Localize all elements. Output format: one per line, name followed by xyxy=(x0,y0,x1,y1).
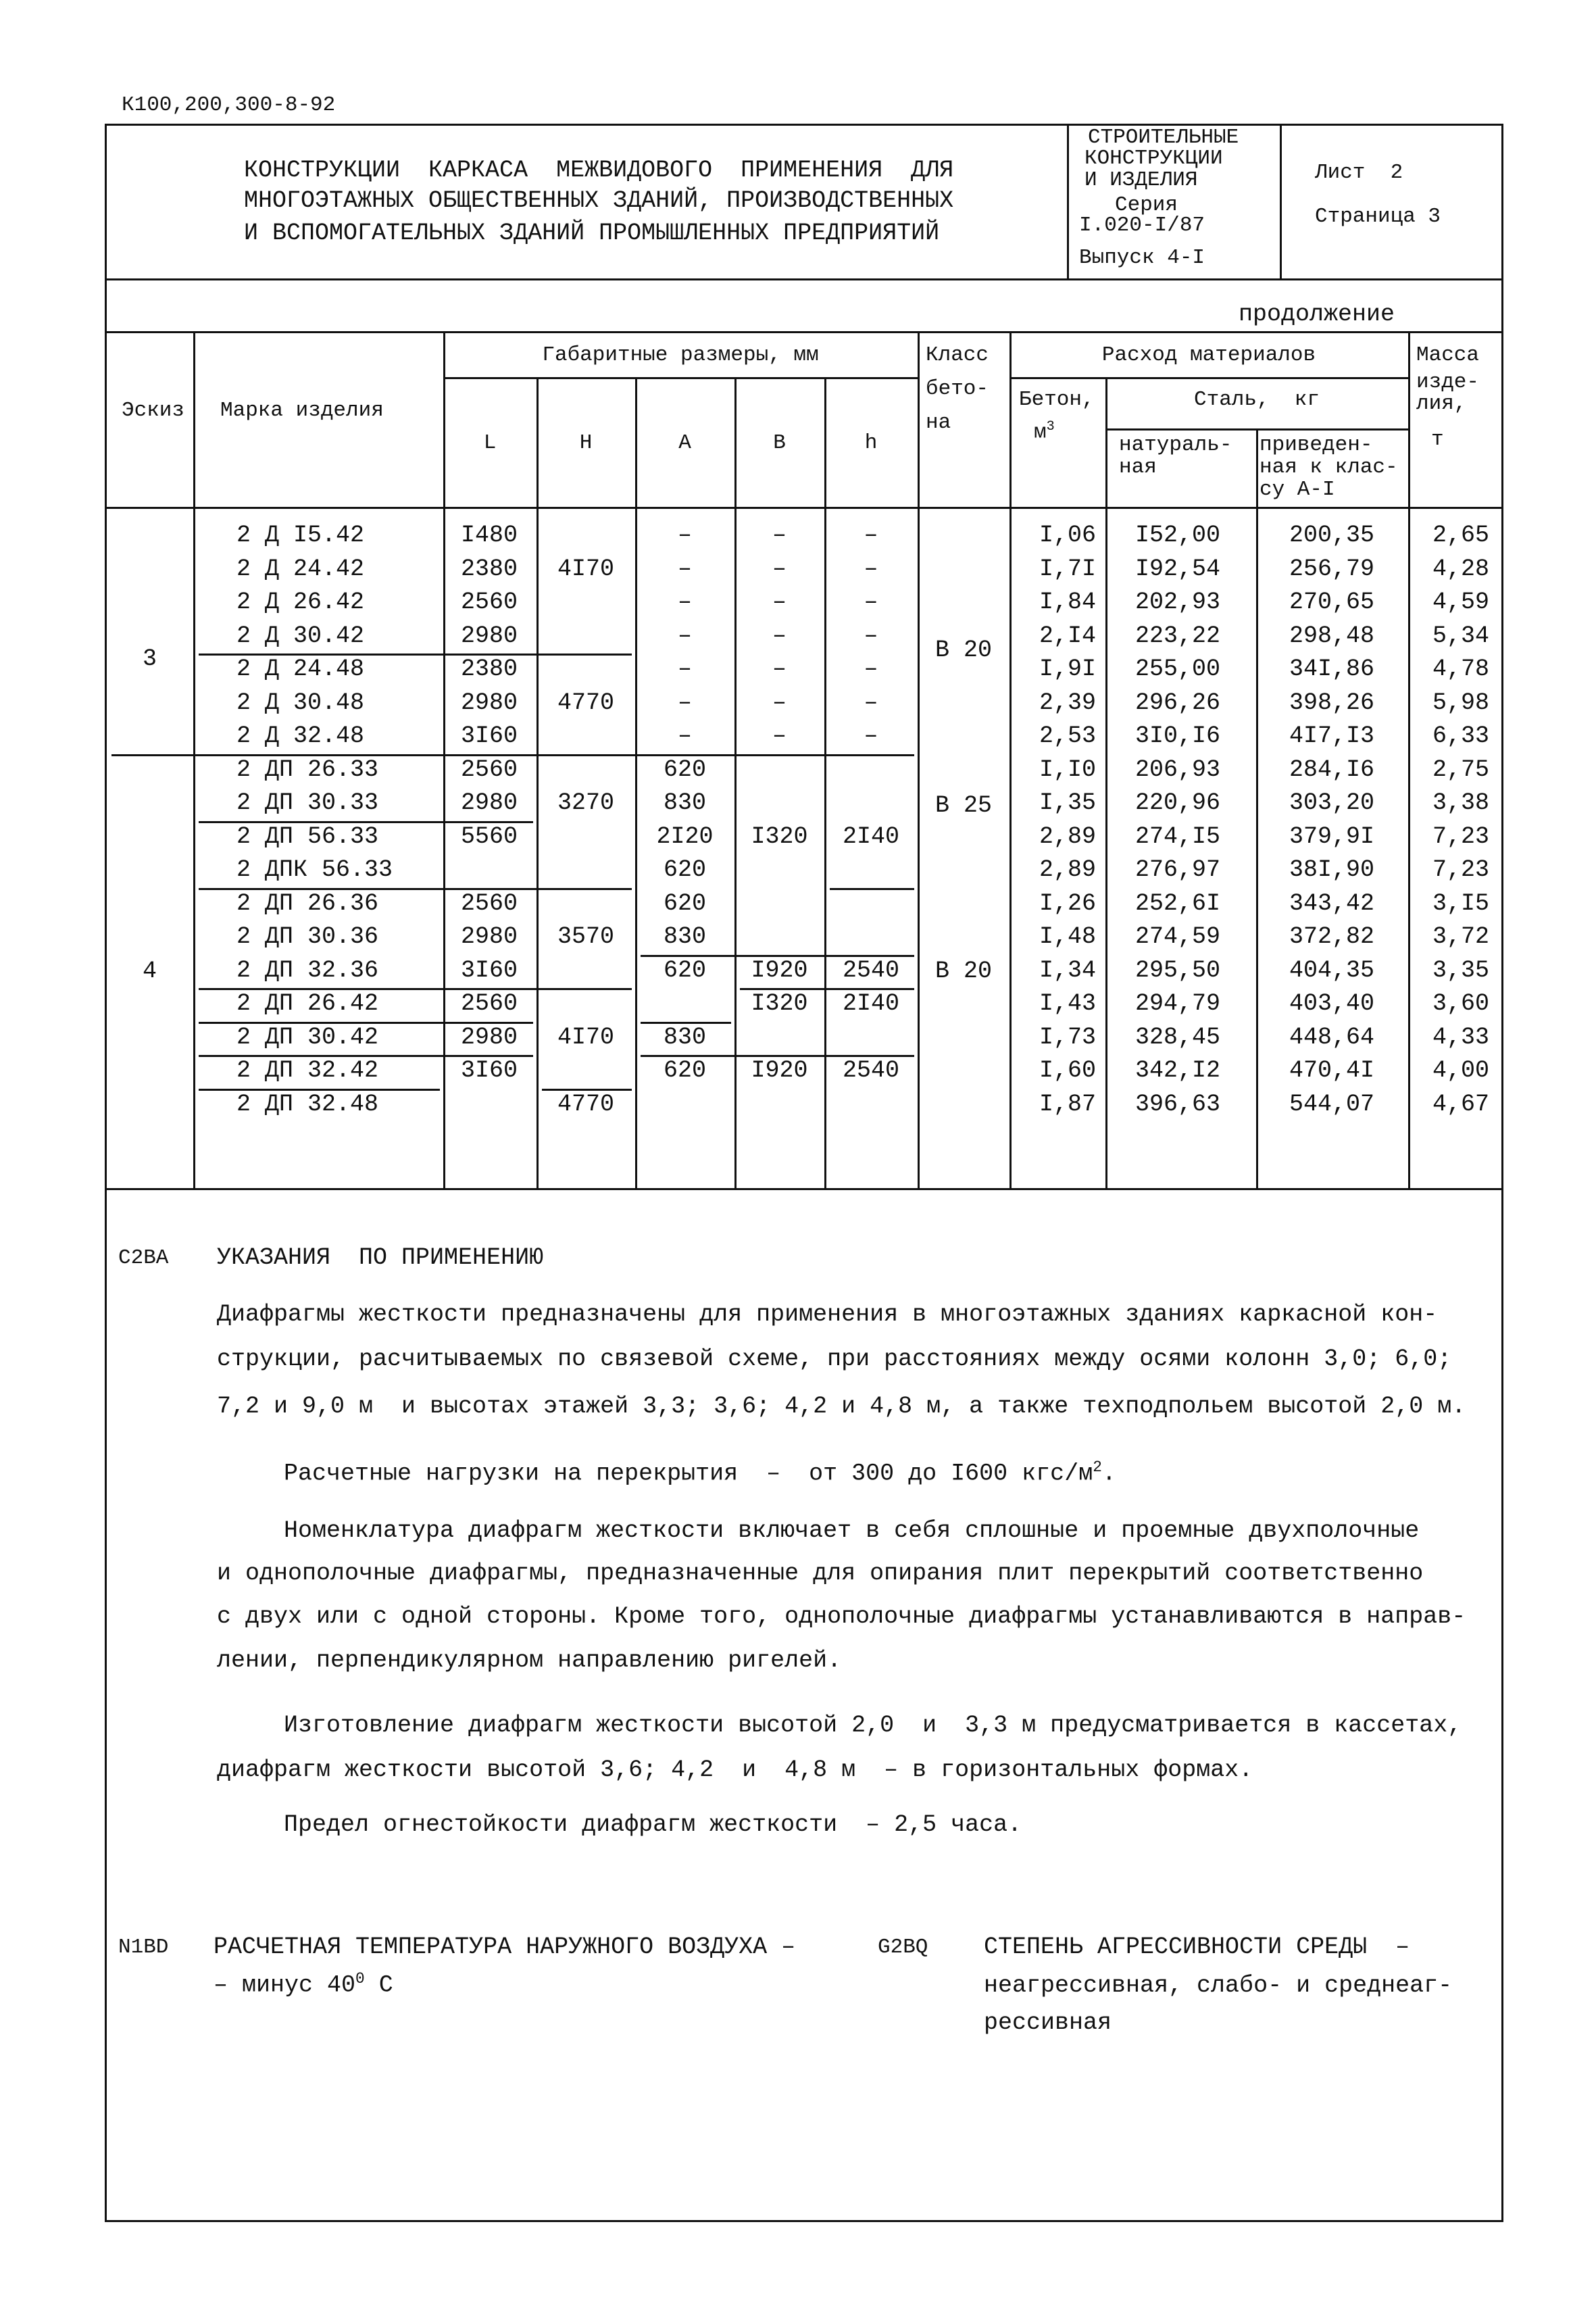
cell-B: – xyxy=(772,522,787,549)
cell-H: 4I70 xyxy=(557,1023,614,1051)
cell-A: – xyxy=(677,689,692,716)
cell-h: 2540 xyxy=(842,1057,899,1084)
paragraph-line: струкции, расчитываемых по связевой схеме, при расстояниях между осями колонн 3,0; 6,0; xyxy=(217,1346,1452,1373)
grid-line xyxy=(537,377,539,1189)
paragraph-line: Номенклатура диафрагм жесткости включает в себя сплошные и проемные двухполочные xyxy=(284,1517,1420,1544)
cell-L: 2380 xyxy=(461,656,518,683)
grid-line xyxy=(1105,377,1107,1189)
cell-mark: 2 ДП 56.33 xyxy=(236,822,379,850)
temperature-line: РАСЧЕТНАЯ ТЕМПЕРАТУРА НАРУЖНОГО ВОЗДУХА – xyxy=(214,1934,796,1961)
cell-mass: 3,I5 xyxy=(1432,889,1489,917)
cell-concrete: 2,89 xyxy=(1039,822,1096,850)
sketch-number: 4 xyxy=(142,958,157,985)
frame-top xyxy=(105,124,1503,126)
header-steel-reduced: ная к клас- xyxy=(1260,456,1398,479)
cell-L: 5560 xyxy=(461,822,518,850)
grid-line xyxy=(641,955,914,957)
cell-steel-nat: I92,54 xyxy=(1134,555,1220,583)
header-h: h xyxy=(864,431,878,455)
cell-steel-nat: 342,I2 xyxy=(1134,1057,1220,1084)
header-B: B xyxy=(773,431,786,455)
cell-h: 2540 xyxy=(842,956,899,984)
cell-steel-red: 200,35 xyxy=(1289,522,1374,549)
cell-mass: 7,23 xyxy=(1432,856,1489,883)
cell-steel-nat: 295,50 xyxy=(1134,956,1220,984)
continuation-label: продолжение xyxy=(1239,301,1395,328)
cell-concrete: I,26 xyxy=(1039,889,1096,917)
cell-L: 2980 xyxy=(461,1023,518,1051)
loads-text: Расчетные нагрузки на перекрытия – от 300 до I600 кгс/м xyxy=(284,1460,1093,1487)
grid-line xyxy=(740,988,914,990)
table-bottom xyxy=(105,1188,1503,1190)
header-materials: Расход материалов xyxy=(1101,343,1316,367)
cell-steel-red: 303,20 xyxy=(1289,789,1374,816)
cell-mass: 2,65 xyxy=(1432,522,1489,549)
cell-A: – xyxy=(677,722,692,749)
cell-concrete: I,43 xyxy=(1039,990,1096,1017)
grid-line xyxy=(443,377,920,379)
cell-steel-red: 379,9I xyxy=(1289,822,1374,850)
cell-L: 2980 xyxy=(461,689,518,716)
concrete-class: В 20 xyxy=(934,637,992,664)
paragraph-line: лении, перпендикулярном направлению ригелей. xyxy=(217,1647,842,1674)
cell-mark: 2 Д 26.42 xyxy=(236,589,365,616)
cell-H: 3570 xyxy=(557,923,614,950)
cell-steel-nat: 252,6I xyxy=(1134,889,1220,917)
cell-steel-red: 448,64 xyxy=(1289,1023,1374,1051)
cell-concrete: 2,39 xyxy=(1039,689,1096,716)
cell-mark: 2 Д I5.42 xyxy=(236,522,365,549)
cell-concrete: I,7I xyxy=(1039,555,1096,583)
cell-steel-red: 403,40 xyxy=(1289,990,1374,1017)
cell-L: 2560 xyxy=(461,990,518,1017)
frame-left xyxy=(105,124,107,2222)
grid-line xyxy=(830,888,914,890)
cell-L: 2560 xyxy=(461,756,518,783)
concrete-class: В 25 xyxy=(934,792,992,819)
cell-steel-nat: 206,93 xyxy=(1134,756,1220,783)
concrete-class: В 20 xyxy=(934,958,992,985)
grid-line xyxy=(199,1022,533,1024)
cell-H: 4770 xyxy=(557,1090,614,1118)
cell-mass: 3,72 xyxy=(1432,923,1489,950)
cell-steel-red: 270,65 xyxy=(1289,589,1374,616)
cell-B: I920 xyxy=(751,956,808,984)
sketch-number: 3 xyxy=(142,645,157,672)
grid-line xyxy=(1256,428,1258,1189)
grid-line xyxy=(199,821,533,823)
cell-mass: 3,35 xyxy=(1432,956,1489,984)
frame-right xyxy=(1501,124,1503,2222)
cell-L: 2560 xyxy=(461,589,518,616)
cell-concrete: I,35 xyxy=(1039,789,1096,816)
grid-line xyxy=(199,888,632,890)
cell-A: – xyxy=(677,656,692,683)
grid-line xyxy=(641,1022,731,1024)
cell-mass: 3,38 xyxy=(1432,789,1489,816)
cell-steel-red: 256,79 xyxy=(1289,555,1374,583)
grid-line xyxy=(635,377,637,1189)
loads-end: . xyxy=(1101,1460,1116,1487)
header-dimensions: Габаритные размеры, мм xyxy=(542,343,819,367)
cell-mark: 2 Д 24.48 xyxy=(236,656,365,683)
cell-steel-red: 284,I6 xyxy=(1289,756,1374,783)
grid-line xyxy=(542,1089,632,1091)
cell-mass: 3,60 xyxy=(1432,990,1489,1017)
header-steel: Сталь, кг xyxy=(1193,388,1320,412)
cell-mass: 5,98 xyxy=(1432,689,1489,716)
cell-steel-nat: 276,97 xyxy=(1134,856,1220,883)
temperature-value xyxy=(214,1971,393,1998)
cell-A: – xyxy=(677,622,692,649)
cell-steel-nat: 294,79 xyxy=(1134,990,1220,1017)
header-divider-1 xyxy=(1067,124,1069,279)
title-line: КОНСТРУКЦИИ КАРКАСА МЕЖВИДОВОГО ПРИМЕНЕНИЯ ДЛЯ xyxy=(244,157,954,184)
cell-A: 620 xyxy=(663,756,706,783)
header-mass: т xyxy=(1431,428,1444,451)
title-line: МНОГОЭТАЖНЫХ ОБЩЕСТВЕННЫХ ЗДАНИЙ, ПРОИЗВОДСТВЕННЫХ xyxy=(244,187,954,214)
cell-steel-red: 38I,90 xyxy=(1289,856,1374,883)
cell-A: 620 xyxy=(663,856,706,883)
issue-number: Выпуск 4-I xyxy=(1079,246,1205,270)
cell-mass: 4,28 xyxy=(1432,555,1489,583)
paragraph-line: Диафрагмы жесткости предназначены для применения в многоэтажных зданиях каркасной кон- xyxy=(217,1301,1438,1328)
header-mass: Масса xyxy=(1416,343,1480,367)
series-line: И ИЗДЕЛИЯ xyxy=(1084,168,1198,192)
cell-steel-red: 398,26 xyxy=(1289,689,1374,716)
cell-mark: 2 Д 32.48 xyxy=(236,722,365,749)
cell-B: – xyxy=(772,555,787,583)
cell-steel-nat: 220,96 xyxy=(1134,789,1220,816)
section-code: N1BD xyxy=(118,1936,169,1959)
table-top xyxy=(105,331,1503,333)
cell-steel-nat: 3I0,I6 xyxy=(1134,722,1220,749)
cell-mass: 4,59 xyxy=(1432,589,1489,616)
cell-A: – xyxy=(677,589,692,616)
cell-steel-nat: 396,63 xyxy=(1134,1090,1220,1118)
header-steel-reduced: су А-I xyxy=(1260,478,1335,501)
cell-steel-nat: 296,26 xyxy=(1134,689,1220,716)
header-mass: лия, xyxy=(1416,392,1467,416)
cell-A: 620 xyxy=(663,956,706,984)
header-steel-natural: ная xyxy=(1119,456,1157,479)
header-bottom xyxy=(105,278,1503,280)
degree-sup: 0 xyxy=(355,1970,365,1988)
temp-text: – минус 40 xyxy=(214,1971,356,1999)
series-number: I.020-I/87 xyxy=(1079,214,1205,237)
cell-mark: 2 Д 24.42 xyxy=(236,555,365,583)
cell-B: – xyxy=(772,656,787,683)
cell-h: – xyxy=(864,555,878,583)
cell-L: 2980 xyxy=(461,923,518,950)
section-code: С2ВА xyxy=(118,1246,169,1270)
cell-steel-nat: 223,22 xyxy=(1134,622,1220,649)
cell-steel-red: 544,07 xyxy=(1289,1090,1374,1118)
cell-concrete: I,60 xyxy=(1039,1057,1096,1084)
cell-concrete: 2,53 xyxy=(1039,722,1096,749)
aggressiveness-line: неагрессивная, слабо- и среднеаг- xyxy=(984,1972,1453,1999)
cell-steel-nat: 328,45 xyxy=(1134,1023,1220,1051)
cell-mark: 2 ДП 32.48 xyxy=(236,1090,379,1118)
cell-mark: 2 ДПК 56.33 xyxy=(236,856,393,883)
header-H: H xyxy=(579,431,593,455)
cell-mark: 2 ДП 32.36 xyxy=(236,956,379,984)
cell-A: – xyxy=(677,522,692,549)
header-steel-reduced: приведен- xyxy=(1260,433,1373,457)
paragraph-line: 7,2 и 9,0 м и высотах этажей 3,3; 3,6; 4,2 и 4,8 м, а также техподпольем высотой 2,0 м. xyxy=(217,1393,1466,1420)
cell-B: – xyxy=(772,622,787,649)
cell-mass: 7,23 xyxy=(1432,822,1489,850)
cell-mark: 2 ДП 32.42 xyxy=(236,1057,379,1084)
cell-mass: 5,34 xyxy=(1432,622,1489,649)
cell-mark: 2 ДП 30.36 xyxy=(236,923,379,950)
cell-concrete: 2,89 xyxy=(1039,856,1096,883)
grid-line xyxy=(1009,331,1012,1189)
cell-h: – xyxy=(864,589,878,616)
cell-mass: 6,33 xyxy=(1432,722,1489,749)
cell-h: – xyxy=(864,622,878,649)
cell-steel-red: 4I7,I3 xyxy=(1289,722,1374,749)
cell-A: 830 xyxy=(663,1023,706,1051)
header-sketch: Эскиз xyxy=(122,399,185,422)
cell-mark: 2 Д 30.42 xyxy=(236,622,365,649)
cell-mass: 4,00 xyxy=(1432,1057,1489,1084)
grid-line xyxy=(734,377,737,1189)
cell-concrete: 2,I4 xyxy=(1039,622,1096,649)
cell-concrete: I,34 xyxy=(1039,956,1096,984)
cell-A: 830 xyxy=(663,923,706,950)
document-code: К100,200,300-8-92 xyxy=(122,93,336,117)
paragraph-line: Предел огнестойкости диафрагм жесткости – 2,5 часа. xyxy=(284,1811,1022,1838)
cell-L: 2560 xyxy=(461,889,518,917)
grid-line xyxy=(918,331,920,1189)
table-header-bottom xyxy=(105,507,1503,509)
sheet-number: Лист 2 xyxy=(1315,161,1403,184)
cell-steel-nat: I52,00 xyxy=(1134,522,1220,549)
cell-concrete: I,73 xyxy=(1039,1023,1096,1051)
paragraph-line xyxy=(284,1460,1116,1486)
grid-line xyxy=(199,988,632,990)
header-concrete-unit xyxy=(1034,420,1055,443)
cell-concrete: I,9I xyxy=(1039,656,1096,683)
cell-B: I920 xyxy=(751,1057,808,1084)
cell-h: – xyxy=(864,689,878,716)
header-steel-natural: натураль- xyxy=(1119,433,1232,457)
series-line: Серия xyxy=(1115,193,1178,217)
unit: м xyxy=(1034,420,1047,445)
cell-h: 2I40 xyxy=(842,990,899,1017)
cell-steel-red: 404,35 xyxy=(1289,956,1374,984)
cell-steel-nat: 274,I5 xyxy=(1134,822,1220,850)
series-line: КОНСТРУКЦИИ xyxy=(1084,147,1223,170)
grid-line xyxy=(199,1089,440,1091)
cell-A: – xyxy=(677,555,692,583)
cell-steel-red: 470,4I xyxy=(1289,1057,1374,1084)
cell-L: 2980 xyxy=(461,789,518,816)
cell-concrete: I,06 xyxy=(1039,522,1096,549)
cell-steel-red: 372,82 xyxy=(1289,923,1374,950)
cell-concrete: I,87 xyxy=(1039,1090,1096,1118)
title-line: И ВСПОМОГАТЕЛЬНЫХ ЗДАНИЙ ПРОМЫШЛЕННЫХ ПРЕДПРИЯТИЙ xyxy=(244,220,940,247)
cell-mass: 4,67 xyxy=(1432,1090,1489,1118)
header-mass: изде- xyxy=(1416,370,1480,394)
grid-line xyxy=(1009,377,1410,379)
header-mark: Марка изделия xyxy=(220,399,384,422)
cell-h: – xyxy=(864,656,878,683)
cell-mark: 2 ДП 26.33 xyxy=(236,756,379,783)
cell-steel-nat: 202,93 xyxy=(1134,589,1220,616)
cell-L: 2980 xyxy=(461,622,518,649)
cell-mark: 2 ДП 26.42 xyxy=(236,990,379,1017)
section-heading: УКАЗАНИЯ ПО ПРИМЕНЕНИЮ xyxy=(217,1244,544,1271)
cell-H: 3270 xyxy=(557,789,614,816)
cell-mark: 2 Д 30.48 xyxy=(236,689,365,716)
cell-A: 830 xyxy=(663,789,706,816)
paragraph-line: с двух или с одной стороны. Кроме того, однополочные диафрагмы устанавливаются в направ- xyxy=(217,1603,1466,1630)
header-class: бето- xyxy=(926,377,989,401)
cell-L: 3I60 xyxy=(461,1057,518,1084)
cell-steel-red: 343,42 xyxy=(1289,889,1374,917)
grid-line xyxy=(1408,331,1410,1189)
cell-B: I320 xyxy=(751,822,808,850)
cell-mark: 2 ДП 26.36 xyxy=(236,889,379,917)
section-code: G2BQ xyxy=(878,1936,928,1959)
cell-concrete: I,84 xyxy=(1039,589,1096,616)
header-L: L xyxy=(483,431,497,455)
cell-H: 4I70 xyxy=(557,555,614,583)
cell-concrete: I,48 xyxy=(1039,923,1096,950)
cell-H: 4770 xyxy=(557,689,614,716)
paragraph-line: и однополочные диафрагмы, предназначенные для опирания плит перекрытий соответственно xyxy=(217,1560,1424,1587)
cell-B: – xyxy=(772,722,787,749)
temp-unit: С xyxy=(364,1971,393,1999)
cell-h: 2I40 xyxy=(842,822,899,850)
header-divider-2 xyxy=(1280,124,1282,279)
grid-line xyxy=(199,1055,533,1057)
cell-L: I480 xyxy=(461,522,518,549)
cell-steel-nat: 274,59 xyxy=(1134,923,1220,950)
cell-mark: 2 ДП 30.33 xyxy=(236,789,379,816)
header-class: Класс xyxy=(926,343,989,367)
header-A: A xyxy=(678,431,691,455)
cell-A: 2I20 xyxy=(656,822,714,850)
cell-mark: 2 ДП 30.42 xyxy=(236,1023,379,1051)
paragraph-line: диафрагм жесткости высотой 3,6; 4,2 и 4,8 м – в горизонтальных формах. xyxy=(217,1756,1253,1783)
header-concrete: Бетон, xyxy=(1019,388,1095,412)
grid-line xyxy=(111,754,914,756)
cell-A: 620 xyxy=(663,889,706,917)
cell-B: – xyxy=(772,589,787,616)
cell-L: 3I60 xyxy=(461,956,518,984)
grid-line xyxy=(193,331,195,1189)
grid-line xyxy=(824,377,826,1189)
grid-line xyxy=(641,1055,914,1057)
loads-sup: 2 xyxy=(1093,1458,1102,1476)
cell-mass: 4,78 xyxy=(1432,656,1489,683)
series-line: СТРОИТЕЛЬНЫЕ xyxy=(1088,126,1239,149)
cell-mass: 2,75 xyxy=(1432,756,1489,783)
unit-sup: 3 xyxy=(1046,419,1055,435)
cell-B: I320 xyxy=(751,990,808,1017)
cell-concrete: I,I0 xyxy=(1039,756,1096,783)
page-number: Страница 3 xyxy=(1315,205,1441,228)
cell-L: 2380 xyxy=(461,555,518,583)
cell-A: 620 xyxy=(663,1057,706,1084)
cell-steel-nat: 255,00 xyxy=(1134,656,1220,683)
cell-h: – xyxy=(864,522,878,549)
aggressiveness-line: СТЕПЕНЬ АГРЕССИВНОСТИ СРЕДЫ – xyxy=(984,1934,1410,1961)
cell-mass: 4,33 xyxy=(1432,1023,1489,1051)
frame-bottom xyxy=(105,2220,1503,2222)
header-class: на xyxy=(926,411,951,435)
cell-h: – xyxy=(864,722,878,749)
grid-line xyxy=(443,331,445,1189)
cell-B: – xyxy=(772,689,787,716)
cell-steel-red: 298,48 xyxy=(1289,622,1374,649)
aggressiveness-line: рессивная xyxy=(984,2009,1112,2036)
grid-line xyxy=(199,654,632,656)
cell-steel-red: 34I,86 xyxy=(1289,656,1374,683)
paragraph-line: Изготовление диафрагм жесткости высотой 2,0 и 3,3 м предусматривается в кассетах, xyxy=(284,1712,1462,1739)
cell-L: 3I60 xyxy=(461,722,518,749)
